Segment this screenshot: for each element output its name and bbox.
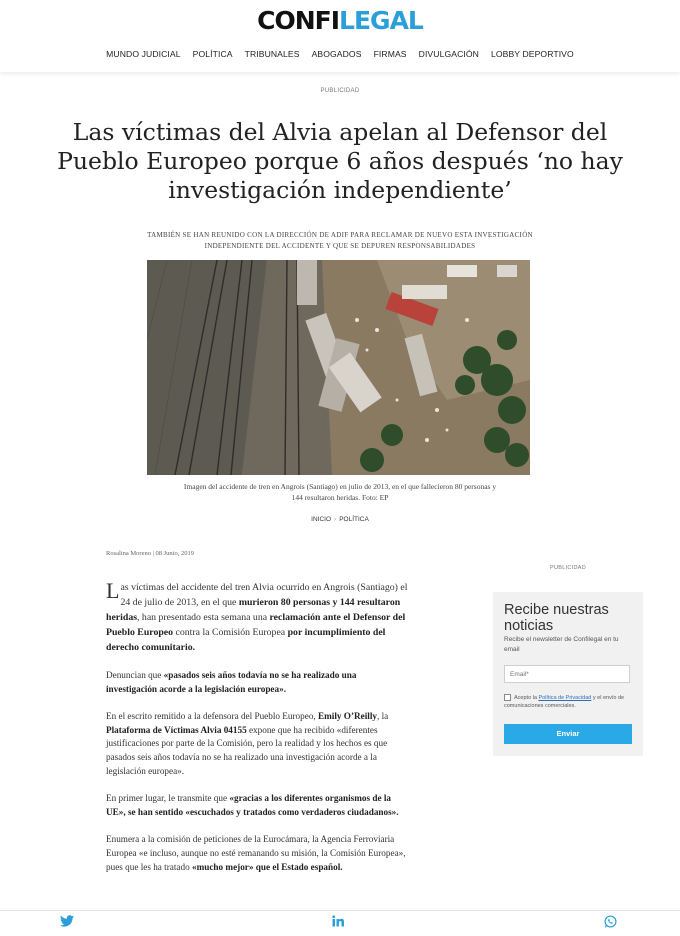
consent-text: Acepto la <box>514 695 539 701</box>
photo-caption: Imagen del accidente de tren en Angrois (Santiago) en julio de 2013, en el que fallecieron 80 personas y 144 resultaron heridas. Foto: EP <box>183 482 497 502</box>
logo-part-2: LEGAL <box>339 6 423 35</box>
nav-item-firmas[interactable]: FIRMAS <box>373 49 407 59</box>
article-body <box>106 580 408 888</box>
paragraph-bold: que el Estado español. <box>255 861 343 872</box>
breadcrumb-section[interactable]: POLÍTICA <box>339 516 369 523</box>
paragraph-bold: Plataforma de Víctimas Alvia 04155 <box>106 724 247 735</box>
article-subheadline: TAMBIÉN SE HAN REUNIDO CON LA DIRECCIÓN DE ADIF PARA RECLAMAR DE NUEVO ESTA INVESTIGACIÓN INDEPENDIENTE DEL ACCIDENTE Y QUE SE DEPUREN RESPONSABILIDADES <box>147 231 533 250</box>
consent-text: y el envío de comunicaciones comerciales. <box>504 695 625 709</box>
paragraph-text: En primer lugar, le transmite que <box>106 793 230 804</box>
whatsapp-icon[interactable] <box>600 915 620 933</box>
lead-text: as víctimas del accidente del tren Alvia ocurrido en Angrois (Santiago) el 24 de julio de 2013, en el que <box>120 582 408 608</box>
article-meta: Rosalina Moreno | 08 Junio, 2019 <box>106 550 194 557</box>
linkedin-icon[interactable] <box>328 915 348 933</box>
nav-item-mundo-judicial[interactable]: MUNDO JUDICIAL <box>106 49 181 59</box>
ad-label-side: PUBLICIDAD <box>549 565 586 571</box>
nav-item-politica[interactable]: POLÍTICA <box>192 49 233 59</box>
logo-part-1: CONFI <box>257 6 340 35</box>
newsletter-submit-button[interactable]: Enviar <box>504 724 632 744</box>
lead-bold: por incumplimiento del derecho comunitario. <box>106 627 386 653</box>
breadcrumb-separator: › <box>334 516 337 523</box>
twitter-icon[interactable] <box>57 915 77 933</box>
lead-bold: reclamación ante el Defensor del Pueblo Europeo <box>106 612 406 638</box>
drop-cap: L <box>106 578 120 603</box>
lead-text: , han presentado esta semana una <box>137 612 270 623</box>
article-photo <box>147 260 530 475</box>
paragraph-text: , la <box>376 711 389 722</box>
main-nav <box>0 49 680 59</box>
newsletter-widget <box>493 592 643 756</box>
paragraph <box>106 669 408 696</box>
ad-label-top: PUBLICIDAD <box>320 88 360 94</box>
paragraph <box>106 792 408 819</box>
paragraph-bold: «gracias a los diferentes organismos de la UE», se han sentido «escuchados y tratados como verdaderos ciudadanos». <box>106 793 399 817</box>
newsletter-description: Recibe el newsletter de Confilegal en tu email <box>504 636 619 653</box>
share-bar <box>0 910 680 936</box>
paragraph-text: expone que ha recibido «diferentes justificaciones por parte de la Comisión, pero la realidad y los hechos es que pasados seis años todavía no se ha realizado una investigación acorde a la legislación europea». <box>106 724 388 776</box>
paragraph <box>106 833 408 874</box>
paragraph-text: Enumera a la comisión de peticiones de la Eurocámara, la Agencia Ferroviaria Europea «e incluso, aunque no esté remanando su misión, la Comisión Europea», pues que les ha tratado <box>106 834 406 872</box>
lead-text: contra la Comisión Europea <box>173 627 288 638</box>
paragraph-text: Denuncian que <box>106 670 164 680</box>
newsletter-title: Recibe nuestras noticias <box>504 602 609 634</box>
breadcrumb <box>0 516 680 523</box>
site-logo[interactable] <box>0 6 680 35</box>
nav-item-abogados[interactable]: ABOGADOS <box>311 49 362 59</box>
nav-item-lobby-deportivo[interactable]: LOBBY DEPORTIVO <box>490 49 574 59</box>
paragraph-bold: Emily O’Reilly <box>318 711 377 722</box>
site-header <box>0 0 680 72</box>
nav-item-divulgacion[interactable]: DIVULGACIÓN <box>418 49 479 59</box>
paragraph <box>106 710 408 778</box>
privacy-policy-link[interactable]: Política de Privacidad <box>538 695 592 701</box>
paragraph-text: En el escrito remitido a la defensora del Pueblo Europeo, <box>106 711 319 722</box>
nav-item-tribunales[interactable]: TRIBUNALES <box>244 49 300 59</box>
lead-bold: murieron 80 personas y 144 resultaron heridas <box>106 597 401 623</box>
consent-checkbox[interactable] <box>504 694 511 701</box>
newsletter-consent <box>504 694 634 710</box>
paragraph-bold: «pasados seis años todavía no se ha realizado una investigación acorde a la legislación europea». <box>106 670 357 694</box>
lead-paragraph <box>106 580 408 655</box>
article-headline: Las víctimas del Alvia apelan al Defensor del Pueblo Europeo porque 6 años después ‘no hay investigación independiente’ <box>57 118 623 204</box>
breadcrumb-home[interactable]: INICIO <box>311 516 332 523</box>
newsletter-email-input[interactable] <box>504 665 630 683</box>
paragraph-bold: «mucho mejor» <box>191 861 254 872</box>
